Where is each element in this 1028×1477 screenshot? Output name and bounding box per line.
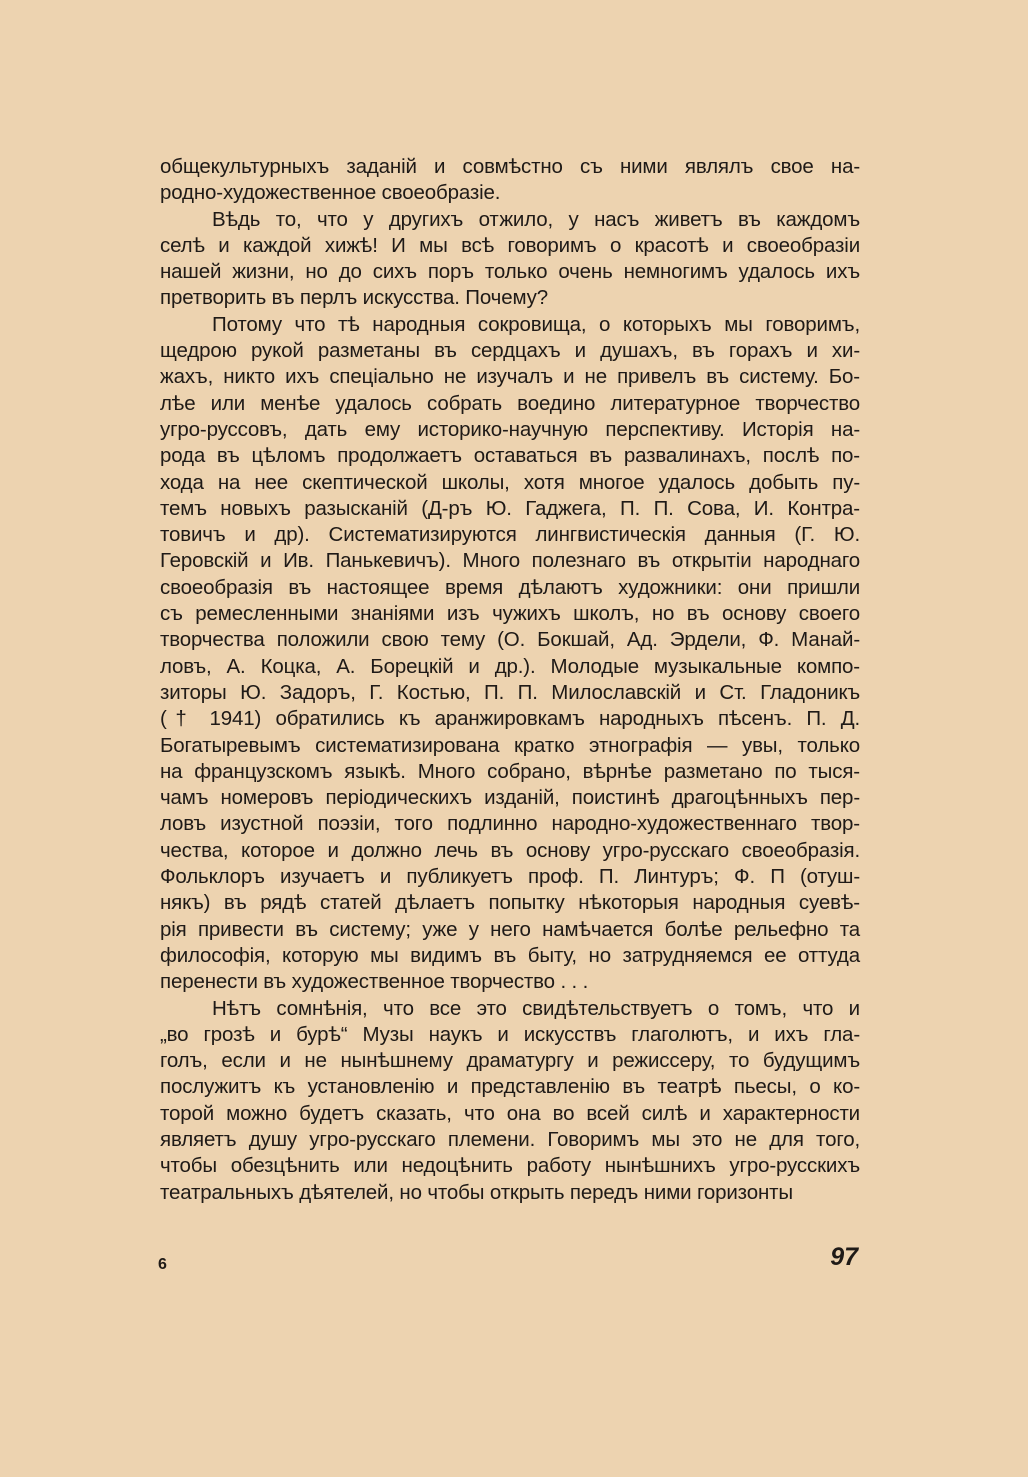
text-line: угро-руссовъ, дать ему историко-научную перспективу. Исторія на- xyxy=(160,417,860,441)
text-line: торой можно будетъ сказать, что она во всей силѣ и характерности xyxy=(160,1101,860,1125)
text-line: философія, которую мы видимъ въ быту, но затрудняемся ее оттуда xyxy=(160,943,860,967)
text-line: хода на нее скептической школы, хотя многое удалось добыть пу- xyxy=(160,470,860,494)
text-line: голъ, если и не нынѣшнему драматургу и режиссеру, то будущимъ xyxy=(160,1049,860,1073)
text-line: щедрою рукой разметаны въ сердцахъ и душахъ, въ горахъ и хи- xyxy=(160,339,860,363)
text-line: товичъ и др). Систематизируются лингвистическія данныя (Г. Ю. xyxy=(160,523,860,547)
text-line: „во грозѣ и бурѣ“ Музы наукъ и искусствъ глаголютъ, и ихъ гла- xyxy=(160,1022,860,1046)
paragraph xyxy=(160,312,860,996)
text-line: рія привести въ систему; уже у него намѣчается болѣе рельефно та xyxy=(160,917,860,941)
text-line: на французскомъ языкѣ. Много собрано, вѣрнѣе разметано по тыся- xyxy=(160,759,860,783)
text-line: Геровскій и Ив. Панькевичъ). Много полезнаго въ открытіи народнаго xyxy=(160,549,860,573)
text-line: Фольклоръ изучаетъ и публикуетъ проф. П. Линтуръ; Ф. П (отуш- xyxy=(160,865,860,889)
text-line: театральныхъ дѣятелей, но чтобы открыть передъ ними горизонты xyxy=(160,1180,793,1204)
text-line: своеобразія въ настоящее время дѣлаютъ художники: они пришли xyxy=(160,575,860,599)
paragraph xyxy=(160,154,860,207)
page-number: 97 xyxy=(830,1243,858,1271)
text-line: творчества положили свою тему (О. Бокшай, Ад. Эрдели, Ф. Манай- xyxy=(160,628,860,652)
text-line: съ ремесленными знаніями изъ чужихъ школъ, но въ основу своего xyxy=(160,602,860,626)
text-line: родно-художественное своеобразіе. xyxy=(160,181,501,205)
text-line: ловъ изустной поэзіи, того подлинно народно-художественнаго твор- xyxy=(160,812,860,836)
text-line: Потому что тѣ народныя сокровища, о которыхъ мы говоримъ, xyxy=(212,312,860,336)
text-line: чамъ номеровъ періодическихъ изданій, поистинѣ драгоцѣнныхъ пер- xyxy=(160,786,860,810)
text-line: лѣе или менѣе удалось собрать воедино литературное творчество xyxy=(160,391,860,415)
text-line: Нѣтъ сомнѣнія, что все это свидѣтельствуетъ о томъ, что и xyxy=(212,996,860,1020)
text-line: чтобы обезцѣнить или недоцѣнить работу нынѣшнихъ угро-русскихъ xyxy=(160,1154,860,1178)
text-line: общекультурныхъ заданій и совмѣстно съ ними являлъ свое на- xyxy=(160,155,860,178)
text-line: претворить въ перлъ искусства. Почему? xyxy=(160,286,548,310)
paragraph xyxy=(160,996,860,1206)
body-text xyxy=(160,154,860,1206)
text-line: Богатыревымъ систематизирована кратко этнографія — увы, только xyxy=(160,733,860,757)
text-line: темъ новыхъ разысканій (Д-ръ Ю. Гаджега, П. П. Сова, И. Контра- xyxy=(160,496,860,520)
text-line: жахъ, никто ихъ спеціально не изучалъ и не привелъ въ систему. Бо- xyxy=(160,365,860,389)
text-line: селѣ и каждой хижѣ! И мы всѣ говоримъ о красотѣ и своеобразіи xyxy=(160,233,860,257)
text-line: ловъ, А. Коцка, А. Борецкій и др.). Молодые музыкальные компо- xyxy=(160,654,860,678)
text-line: перенести въ художественное творчество . . . xyxy=(160,970,589,994)
signature-mark: 6 xyxy=(158,1256,167,1273)
text-line: нашей жизни, но до сихъ поръ только очень немногимъ удалось ихъ xyxy=(160,260,860,284)
text-line: чества, которое и должно лечь въ основу угро-русскаго своеобразія. xyxy=(160,838,860,862)
paragraph xyxy=(160,207,860,312)
text-line: рода въ цѣломъ продолжаетъ оставаться въ развалинахъ, послѣ по- xyxy=(160,444,860,468)
text-line: някъ) въ рядѣ статей дѣлаетъ попытку нѣкоторыя народныя суевѣ- xyxy=(160,891,860,915)
text-line: являетъ душу угро-русскаго племени. Говоримъ мы это не для того, xyxy=(160,1127,860,1151)
text-line: послужитъ къ установленію и представленію въ театрѣ пьесы, о ко- xyxy=(160,1075,860,1099)
text-line: († 1941) обратились къ аранжировкамъ народныхъ пѣсенъ. П. Д. xyxy=(160,707,860,731)
text-line: зиторы Ю. Задоръ, Г. Костью, П. П. Милославскій и Ст. Гладоникъ xyxy=(160,680,860,704)
text-line: Вѣдь то, что у другихъ отжило, у насъ живетъ въ каждомъ xyxy=(212,207,860,231)
